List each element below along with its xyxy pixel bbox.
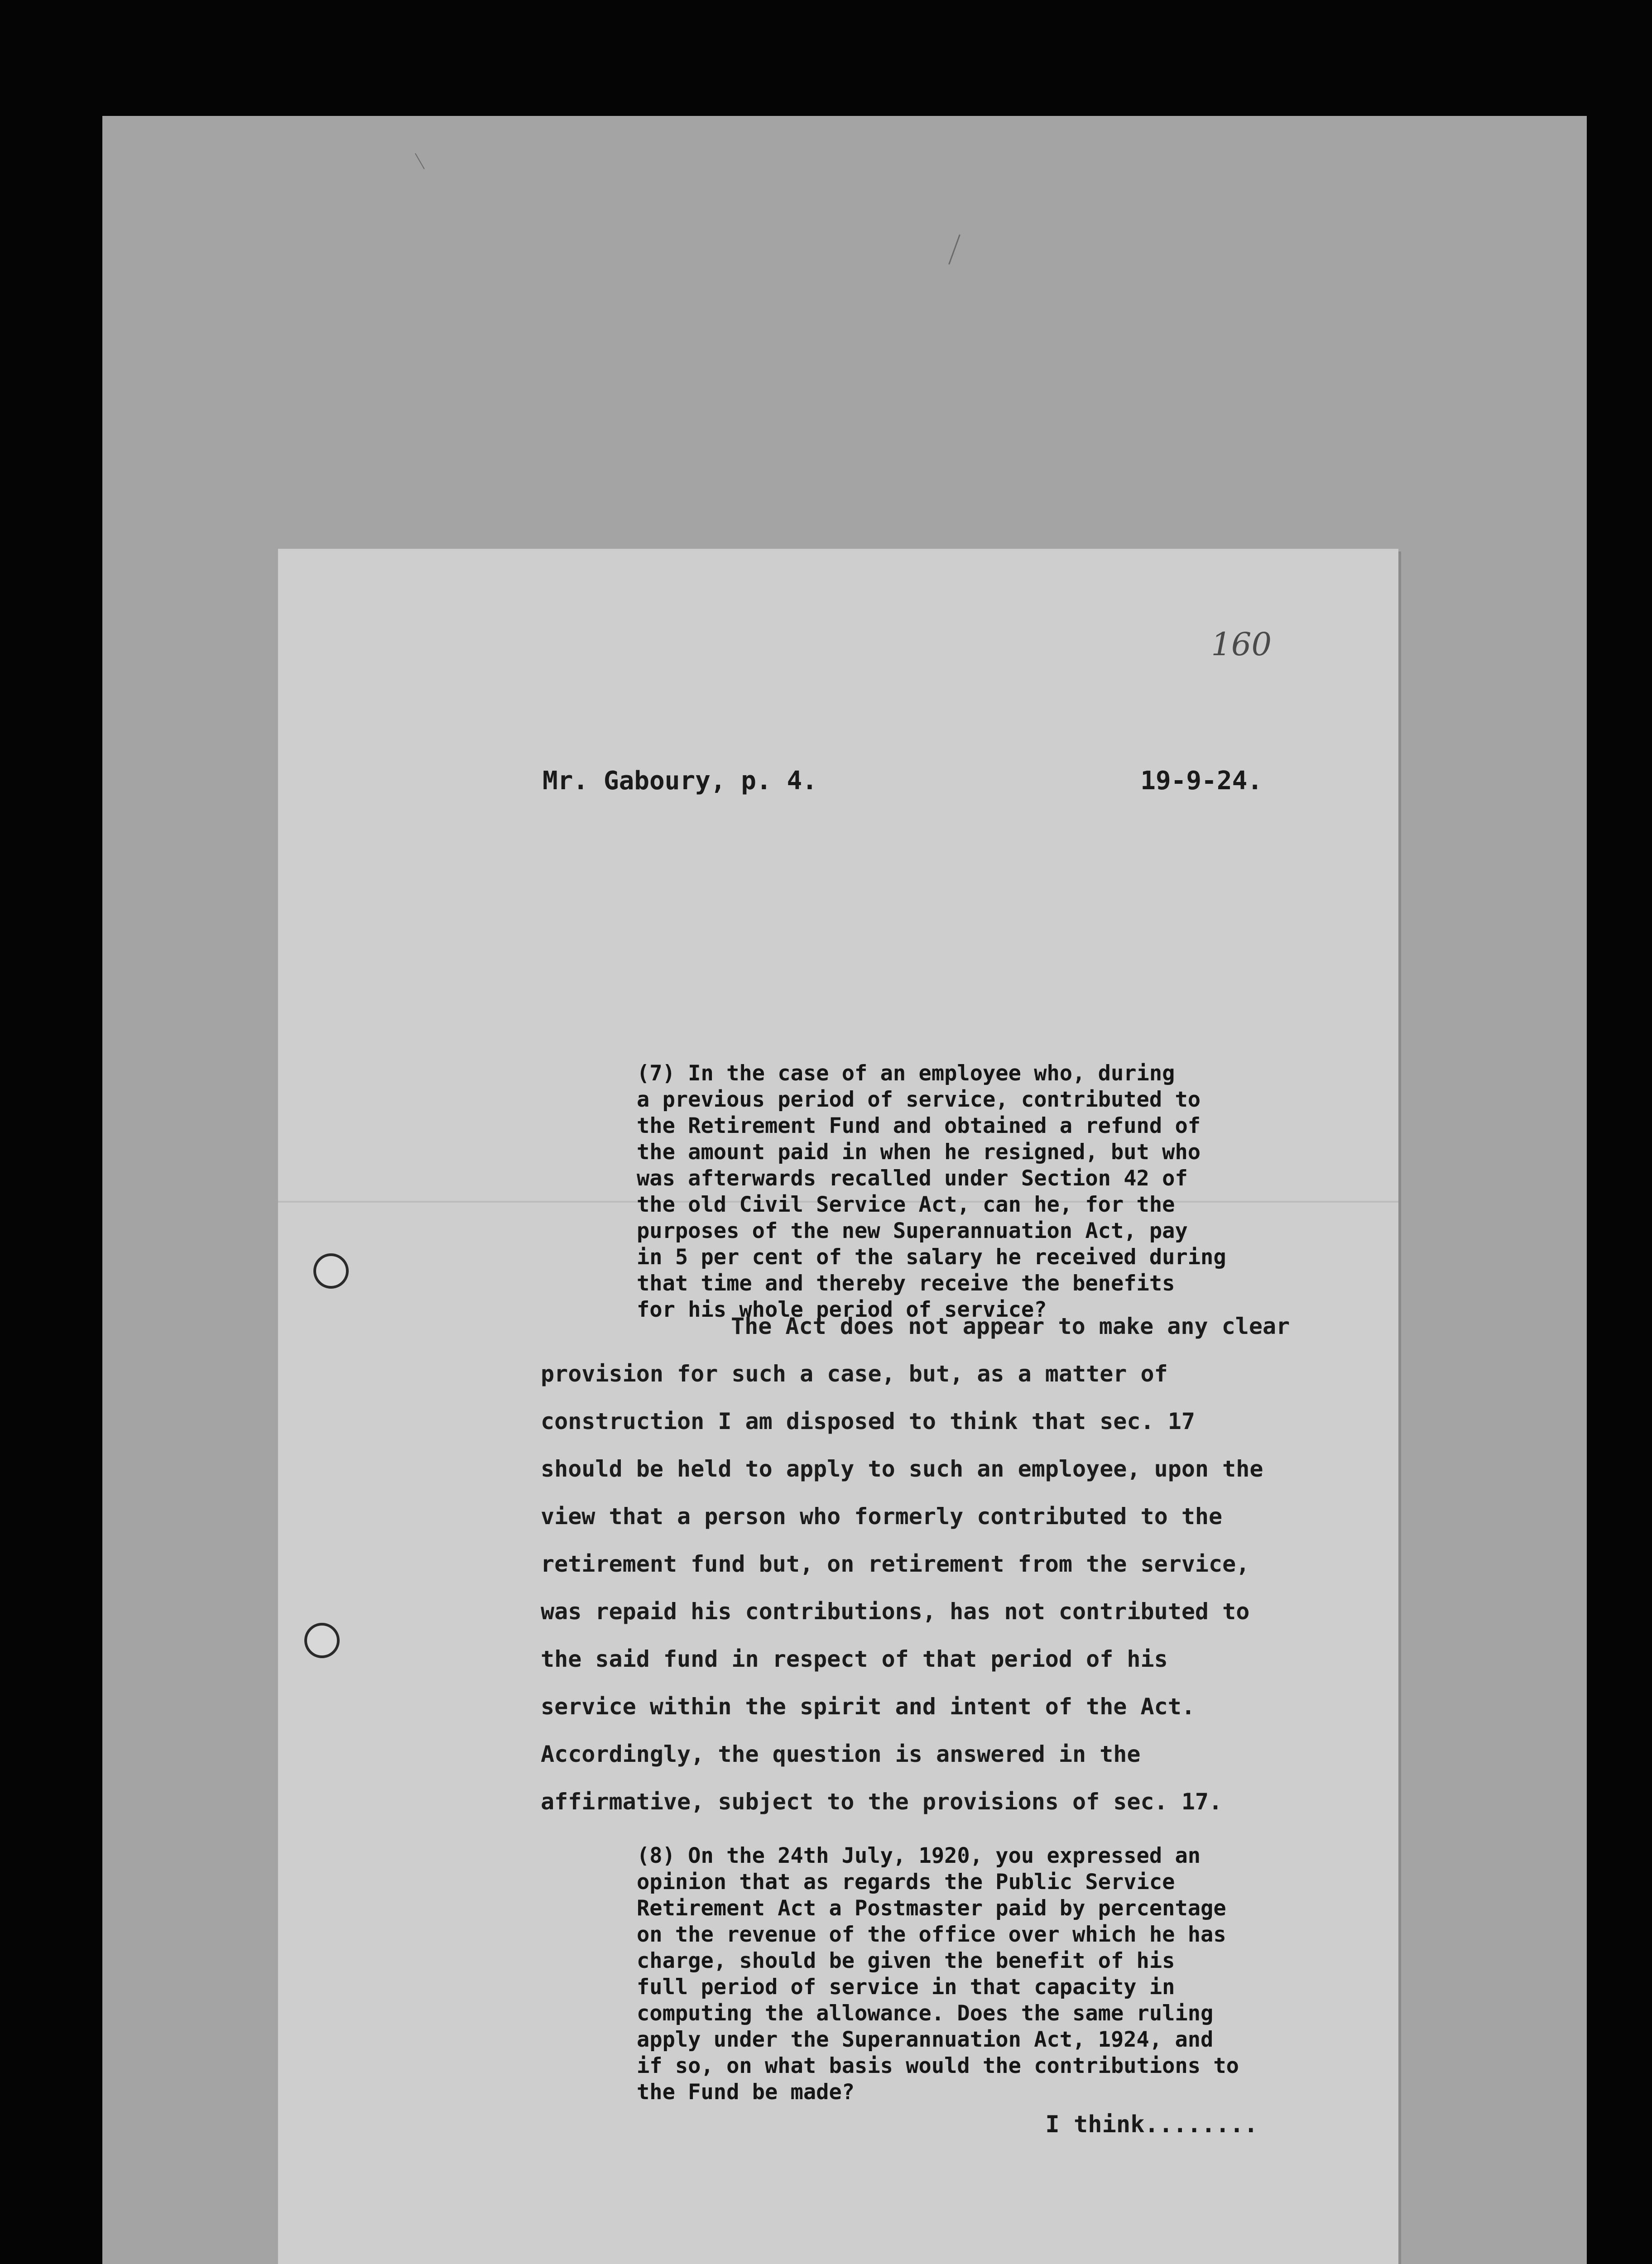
text-line: construction I am disposed to think that sec. 17: [541, 1408, 1195, 1434]
film-scratch: [415, 153, 425, 169]
text-line: a previous period of service, contributed to: [637, 1087, 1201, 1112]
text-line: provision for such a case, but, as a matter of: [541, 1361, 1168, 1387]
text-line: (7) In the case of an employee who, during: [637, 1061, 1175, 1086]
text-line: computing the allowance. Does the same ruling: [637, 2001, 1214, 2026]
punch-hole: [313, 1253, 349, 1289]
text-line: the Fund be made?: [637, 2080, 855, 2105]
text-line: that time and thereby receive the benefits: [637, 1271, 1175, 1296]
text-line: affirmative, subject to the provisions of sec. 17.: [541, 1789, 1223, 1815]
text-line: in 5 per cent of the salary he received during: [637, 1245, 1226, 1270]
microfilm-frame: [102, 116, 1587, 2264]
text-line: Accordingly, the question is answered in the: [541, 1741, 1141, 1767]
text-line: opinion that as regards the Public Service: [637, 1870, 1175, 1895]
text-line: for his whole period of service?: [637, 1297, 1047, 1322]
header-date: 19-9-24.: [1140, 766, 1263, 796]
text-line: Retirement Act a Postmaster paid by percentage: [637, 1896, 1226, 1921]
text-line: was afterwards recalled under Section 42 of: [637, 1166, 1188, 1191]
text-line: (8) On the 24th July, 1920, you expressed an: [637, 1843, 1201, 1868]
text-line: the said fund in respect of that period of his: [541, 1646, 1168, 1672]
text-line: purposes of the new Superannuation Act, pay: [637, 1218, 1188, 1243]
text-line: apply under the Superannuation Act, 1924, and: [637, 2027, 1214, 2052]
text-line: service within the spirit and intent of the Act.: [541, 1693, 1195, 1720]
text-line: view that a person who formerly contributed to the: [541, 1503, 1223, 1530]
punch-hole: [304, 1623, 340, 1658]
document-page: [278, 549, 1398, 2264]
text-line: was repaid his contributions, has not contributed to: [541, 1598, 1250, 1625]
folio-number: 160: [1211, 626, 1272, 663]
question-8: [637, 1843, 1280, 2106]
film-scratch: [948, 235, 960, 265]
text-line: should be held to apply to such an employee, upon the: [541, 1456, 1263, 1482]
text-line: if so, on what basis would the contributions to: [637, 2053, 1239, 2078]
text-line: the amount paid in when he resigned, but who: [637, 1140, 1201, 1165]
text-line: The Act does not appear to make any clear: [731, 1313, 1290, 1339]
answer-paragraph: [541, 1303, 1301, 1826]
text-line: on the revenue of the office over which he has: [637, 1922, 1226, 1947]
text-line: the Retirement Fund and obtained a refund of: [637, 1113, 1201, 1138]
text-line: the old Civil Service Act, can he, for the: [637, 1192, 1175, 1217]
closing-line: I think........: [1045, 2111, 1258, 2138]
text-line: full period of service in that capacity in: [637, 1975, 1175, 2000]
text-line: retirement fund but, on retirement from the service,: [541, 1551, 1250, 1577]
text-line: charge, should be given the benefit of his: [637, 1948, 1175, 1973]
question-7: [637, 1060, 1280, 1323]
header-recipient: Mr. Gaboury, p. 4.: [543, 766, 817, 796]
